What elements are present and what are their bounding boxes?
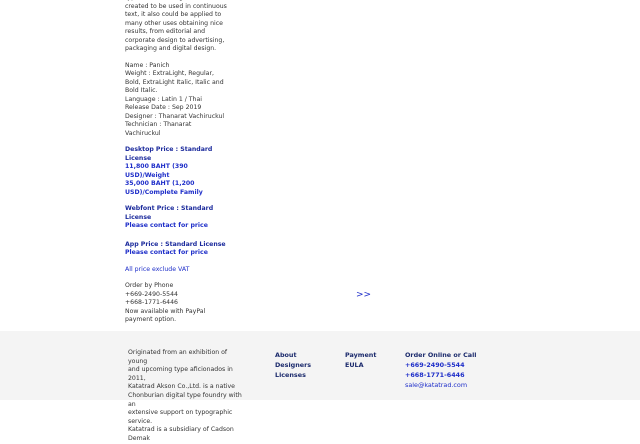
spec-line: Technician : Thanarat Vachiruckul bbox=[125, 121, 192, 137]
desktop-price-heading: Desktop Price : Standard bbox=[125, 146, 213, 153]
footer-nav-col-2 bbox=[345, 350, 376, 370]
spec-line: Name : Panich bbox=[125, 61, 170, 69]
footer-link-eula[interactable]: EULA bbox=[345, 361, 364, 369]
app-price-block bbox=[125, 241, 227, 258]
description-line: corporate design to advertising, bbox=[125, 36, 225, 44]
footer-order-col bbox=[405, 350, 477, 390]
footer-phone-1[interactable]: +669-2490-5544 bbox=[405, 361, 465, 369]
vat-note: All price exclude VAT bbox=[125, 265, 190, 273]
footer-about-line: extensive support on typographic service. bbox=[128, 409, 233, 425]
app-contact-link[interactable]: Please contact for price bbox=[125, 249, 208, 256]
order-line: Order by Phone bbox=[125, 282, 174, 289]
footer-about-text bbox=[128, 349, 243, 444]
footer-email-link[interactable]: sale@katatrad.com bbox=[405, 381, 468, 389]
description-line: packaging and digital design. bbox=[125, 45, 217, 52]
spec-line: Language : Latin 1 / Thai bbox=[125, 95, 202, 103]
footer-about-line: Chonburian digital type foundry with an bbox=[128, 391, 242, 408]
spec-line: Bold Italic. bbox=[125, 87, 158, 94]
description-line: results, from editorial and bbox=[125, 28, 206, 35]
spec-line: Designer : Thanarat Vachiruckul bbox=[125, 112, 225, 120]
footer-order-title: Order Online or Call bbox=[405, 351, 477, 359]
desktop-price-block bbox=[125, 146, 227, 197]
desktop-price-heading-cont: License bbox=[125, 154, 152, 162]
spec-line: Weight : ExtraLight, Regular, bbox=[125, 70, 214, 77]
spec-line: Release Date : Sep 2019 bbox=[125, 104, 202, 111]
footer-nav-col-1 bbox=[275, 350, 311, 380]
footer-about-line: Katatrad Akson Co.,Ltd. is a native bbox=[128, 383, 235, 391]
footer-link-about[interactable]: About bbox=[275, 351, 297, 359]
footer-link-payment[interactable]: Payment bbox=[345, 351, 377, 359]
webfont-price-heading: Webfont Price : Standard License bbox=[125, 205, 214, 221]
specs-block bbox=[125, 62, 227, 139]
next-page-link[interactable]: >> bbox=[356, 290, 372, 300]
description-line: text, it also could be applied to bbox=[125, 11, 222, 18]
order-block bbox=[125, 282, 227, 325]
desktop-price-family: 35,000 BAHT (1,200 bbox=[125, 180, 195, 187]
order-phone[interactable]: +669-2490-5544 bbox=[125, 290, 178, 298]
webfont-contact-link[interactable]: Please contact for price bbox=[125, 222, 208, 229]
order-line: payment option. bbox=[125, 316, 177, 323]
description-block bbox=[125, 0, 227, 54]
desktop-price-family-cont: USD)/Complete Family bbox=[125, 188, 203, 196]
order-line: Now available with PayPal bbox=[125, 307, 206, 315]
footer-about-line: Katatrad is a subsidiary of Cadson Demak bbox=[128, 426, 234, 442]
footer-link-designers[interactable]: Designers bbox=[275, 361, 312, 369]
order-phone[interactable]: +668-1771-6446 bbox=[125, 299, 178, 306]
product-info-column bbox=[125, 0, 227, 325]
footer-about-line: Originated from an exhibition of young bbox=[128, 349, 228, 365]
description-line: created to be used in continuous bbox=[125, 2, 227, 10]
footer-link-licenses[interactable]: Licenses bbox=[275, 371, 306, 379]
desktop-price-weight: 11,800 BAHT (390 USD)/Weight bbox=[125, 163, 188, 179]
description-line: many other uses obtaining nice bbox=[125, 19, 223, 27]
webfont-price-block bbox=[125, 205, 227, 231]
app-price-heading: App Price : Standard License bbox=[125, 240, 226, 248]
spec-line: Bold, ExtraLight Italic, Italic and bbox=[125, 78, 224, 86]
footer-phone-2[interactable]: +668-1771-6446 bbox=[405, 371, 465, 379]
footer bbox=[0, 331, 640, 442]
footer-about-line: and upcoming type aficionados in 2011, bbox=[128, 366, 233, 382]
